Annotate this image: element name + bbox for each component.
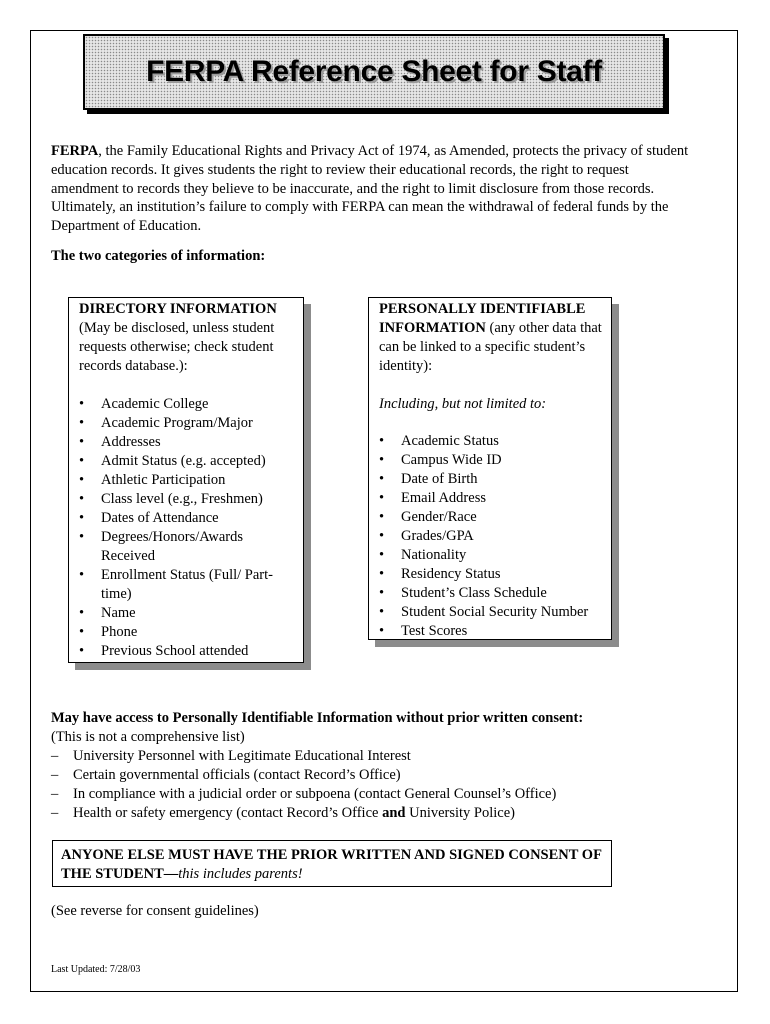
pii-item: • Campus Wide ID	[379, 451, 605, 470]
directory-list	[79, 395, 297, 661]
directory-item: • Academic Program/Major	[79, 414, 297, 433]
directory-heading: DIRECTORY INFORMATION	[79, 301, 277, 317]
intro-text: , the Family Educational Rights and Privacy Act of 1974, as Amended, protects the privacy of student education records. It gives students the right to review their educational records, the right to request amendment to records they believe to be inaccurate, and the right to limit disclosure from those records. Ultimately, an institution’s failure to comply with FERPA can mean the withdrawal of federal funds by the Department of Education.	[51, 143, 689, 235]
access-last-bold: and	[382, 805, 406, 821]
access-item: – University Personnel with Legitimate Educational Interest	[51, 747, 691, 766]
pii-description: (any other data that can be linked to a specific student’s identity):	[379, 320, 602, 374]
categories-heading: The two categories of information:	[51, 248, 266, 264]
access-list	[51, 747, 691, 823]
pii-item: • Grades/GPA	[379, 527, 605, 546]
pii-item: • Academic Status	[379, 432, 605, 451]
consent-bold-text: ANYONE ELSE MUST HAVE THE PRIOR WRITTEN AND SIGNED CONSENT OF THE STUDENT—	[61, 847, 602, 882]
pii-list	[379, 432, 605, 641]
directory-item: • Phone	[79, 623, 297, 642]
directory-item: • Previous School attended	[79, 642, 297, 661]
pii-item: • Nationality	[379, 546, 605, 565]
reverse-note: (See reverse for consent guidelines)	[51, 903, 259, 919]
access-item: – In compliance with a judicial order or subpoena (contact General Counsel’s Office)	[51, 785, 691, 804]
page-title: FERPA Reference Sheet for Staff	[146, 55, 602, 88]
directory-box-header	[79, 300, 297, 376]
directory-item: • Athletic Participation	[79, 471, 297, 490]
access-section	[51, 709, 691, 823]
directory-item: • Class level (e.g., Freshmen)	[79, 490, 297, 509]
directory-item: • Admit Status (e.g. accepted)	[79, 452, 297, 471]
directory-item: • Academic College	[79, 395, 297, 414]
last-updated: Last Updated: 7/28/03	[51, 964, 141, 975]
personally-identifiable-information-box	[368, 297, 612, 640]
consent-italic-text: this includes parents!	[178, 865, 303, 882]
directory-description: (May be disclosed, unless student requests otherwise; check student records database.):	[79, 320, 275, 374]
directory-item: • Degrees/Honors/Awards Received	[79, 528, 297, 566]
access-last-after: University Police)	[405, 805, 516, 821]
pii-item: • Residency Status	[379, 565, 605, 584]
pii-note: Including, but not limited to:	[379, 396, 547, 412]
pii-item: • Date of Birth	[379, 470, 605, 489]
pii-heading: PERSONALLY IDENTIFIABLE INFORMATION	[379, 301, 586, 336]
intro-paragraph	[51, 142, 691, 236]
pii-item: • Test Scores	[379, 622, 605, 641]
directory-information-box	[68, 297, 304, 663]
access-item: – Certain governmental officials (contact Record’s Office)	[51, 766, 691, 785]
directory-item: • Name	[79, 604, 297, 623]
pii-item: • Gender/Race	[379, 508, 605, 527]
access-item-emergency	[51, 804, 691, 823]
directory-item: • Addresses	[79, 433, 297, 452]
pii-item: • Student’s Class Schedule	[379, 584, 605, 603]
title-banner	[83, 34, 665, 110]
directory-item: • Dates of Attendance	[79, 509, 297, 528]
pii-box-header	[379, 300, 605, 376]
access-last-before: Health or safety emergency (contact Record’s Office	[73, 805, 383, 821]
directory-item: • Enrollment Status (Full/ Part-time)	[79, 566, 297, 604]
access-heading: May have access to Personally Identifiable Information without prior written consent:	[51, 710, 584, 726]
pii-item: • Student Social Security Number	[379, 603, 605, 622]
intro-bold-term: FERPA	[51, 143, 99, 159]
pii-item: • Email Address	[379, 489, 605, 508]
consent-warning-box	[52, 840, 612, 887]
access-subheading: (This is not a comprehensive list)	[51, 729, 245, 745]
